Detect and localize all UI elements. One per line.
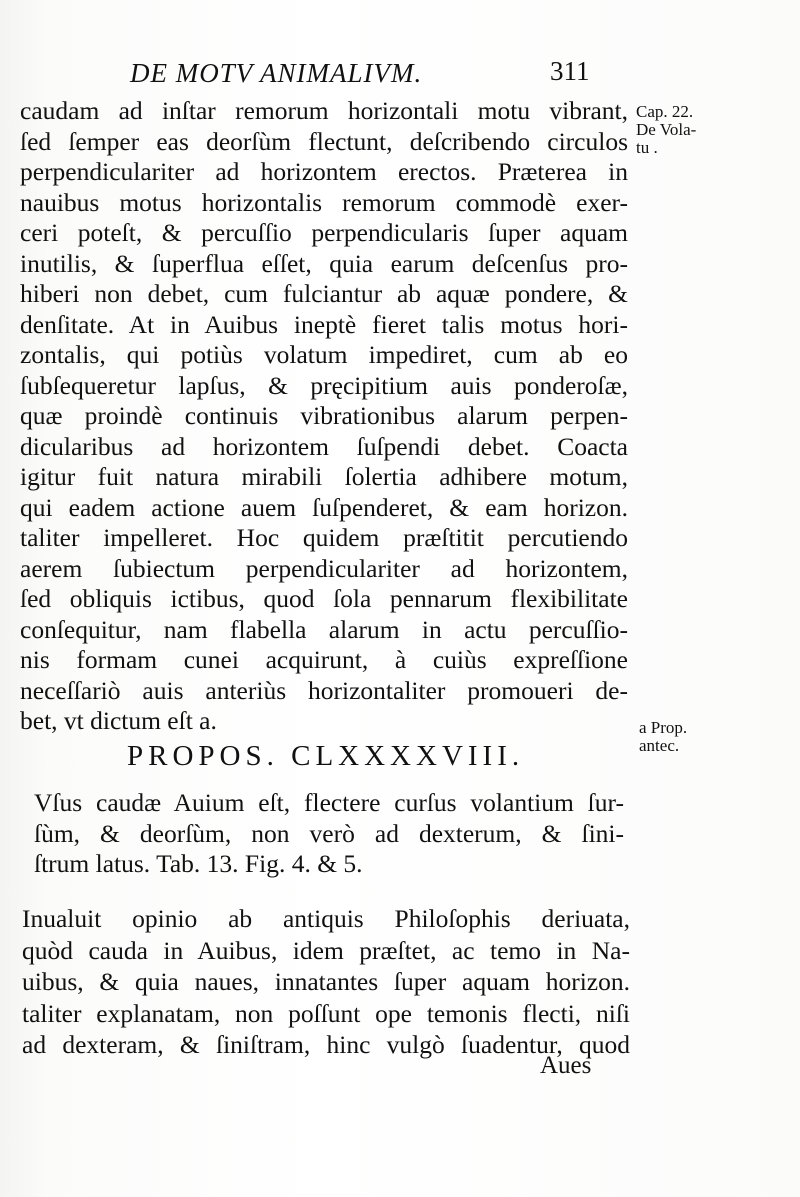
marginal-note-chapter [636, 103, 696, 157]
text-line: ſtrum latus. Tab. 13. Fig. 4. & 5. [34, 849, 363, 878]
paragraph-proposition-body [22, 903, 630, 1061]
proposition-heading: PROPOS. CLXXXXVIII. [127, 740, 525, 772]
text-line: aerem ſubiectum perpendiculariter ad horizontem, [20, 553, 628, 583]
marginal-line: a Prop. [639, 718, 688, 737]
text-line: conſequitur, nam flabella alarum in actu percuſſio- [20, 614, 628, 644]
text-line: igitur fuit natura mirabili ſolertia adhibere motum, [20, 462, 628, 491]
proposition-summary [34, 788, 624, 880]
text-line: ſed ſemper eas deorſùm flectunt, deſcribendo circulos [20, 126, 628, 156]
marginal-note-reference [639, 719, 687, 755]
text-line: ſùm, & deorſùm, non verò ad dexterum, & ſini- [34, 818, 624, 848]
text-line: ceri poteſt, & percuſſio perpendicularis ſuper aquam [20, 218, 628, 247]
text-line: Vſus caudæ Auium eſt, flectere curſus volantium ſur- [34, 788, 624, 817]
text-line: quòd cauda in Auibus, idem præſtet, ac temo in Na- [22, 935, 630, 965]
text-line: Inualuit opinio ab antiquis Philoſophis deriuata, [22, 904, 630, 933]
text-line: hiberi non debet, cum fulciantur ab aquæ pondere, & [20, 279, 628, 308]
text-line: ſubſequeretur lapſus, & pręcipitium auis ponderoſæ, [20, 370, 628, 400]
text-line: ſed obliquis ictibus, quod ſola pennarum flexibilitate [20, 584, 628, 613]
catchword: Aues [540, 1052, 592, 1079]
running-head: DE MOTV ANIMALIVM. [130, 58, 423, 88]
marginal-line: De Vola- [636, 120, 697, 139]
marginal-line: tu . [636, 138, 658, 157]
text-line: uibus, & quia naues, innatantes ſuper aquam horizon. [22, 967, 630, 996]
text-line: inutilis, & ſuperflua eſſet, quia earum deſcenſus pro- [20, 248, 628, 278]
text-line: nauibus motus horizontalis remorum commodè exer- [20, 187, 628, 217]
text-line: perpendiculariter ad horizontem erectos. Præterea in [20, 157, 628, 186]
text-line: qui eadem actione auem ſuſpenderet, & eam horizon. [20, 492, 628, 522]
text-line: nis formam cunei acquirunt, à cuiùs expreſſione [20, 645, 628, 674]
paragraph-continued [20, 96, 628, 737]
text-line: quæ proindè continuis vibrationibus alarum perpen- [20, 401, 628, 430]
text-line: neceſſariò auis anteriùs horizontaliter promoueri de- [20, 675, 628, 705]
text-line: denſitate. At in Auibus ineptè fieret talis motus hori- [20, 309, 628, 339]
text-line: dicularibus ad horizontem ſuſpendi debet. Coacta [20, 431, 628, 461]
text-line: taliter explanatam, non poſſunt ope temonis flecti, niſi [22, 998, 630, 1028]
marginal-line: Cap. 22. [636, 102, 694, 121]
text-line: caudam ad inſtar remorum horizontali motu vibrant, [20, 96, 628, 125]
marginal-line: antec. [639, 736, 680, 755]
text-line: taliter impelleret. Hoc quidem præſtitit percutiendo [20, 523, 628, 552]
text-line: zontalis, qui potiùs volatum impediret, cum ab eo [20, 340, 628, 369]
text-line: ad dexteram, & ſiniſtram, hinc vulgò ſuadentur, quod [22, 1030, 630, 1059]
text-line: bet, vt dictum eſt a. [20, 706, 217, 735]
page-number: 311 [550, 56, 590, 86]
